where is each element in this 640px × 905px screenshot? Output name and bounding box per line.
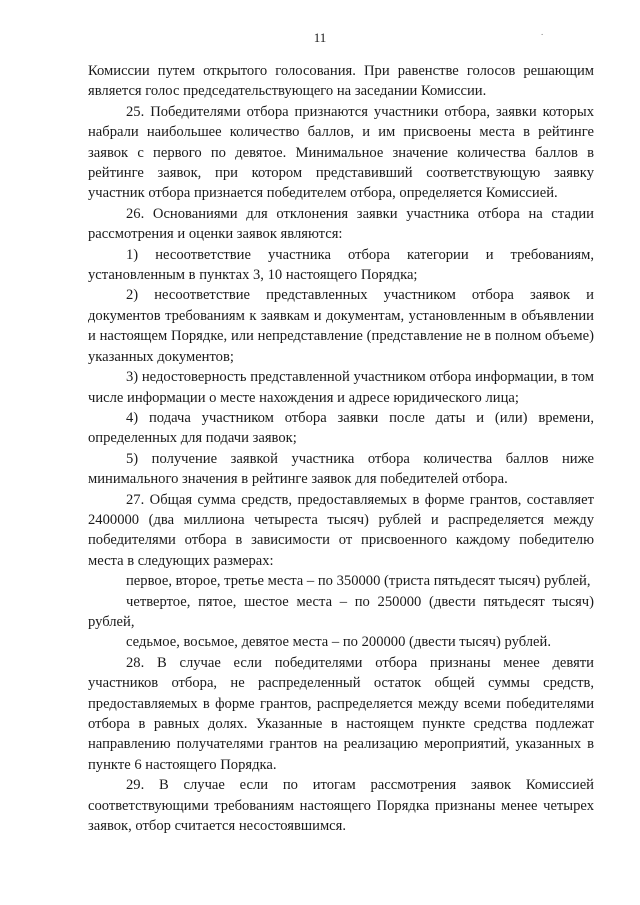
paragraph-continuation: Комиссии путем открытого голосования. При равенстве голосов решающим является голос председательствующего на заседании Комиссии. <box>88 63 594 100</box>
list-item-26-2: 2) несоответствие представленных участником отбора заявок и документов требованиям к заявкам и документам, установленным в объявлении и настоящем Порядке, или непредставление (представление не в полном объеме) указанных документов; <box>88 287 594 365</box>
paragraph-item-27: 27. Общая сумма средств, предоставляемых в форме грантов, составляет 2400000 (два миллиона четыреста тысяч) рублей и распределяется между победителями отбора в зависимости от присвоенного каждому победителю места в следующих размерах: <box>88 491 594 569</box>
grant-tier-1-3: первое, второе, третье места – по 350000 (триста пятьдесят тысяч) рублей, <box>126 573 591 590</box>
list-item-26-1: 1) несоответствие участника отбора категории и требованиям, установленным в пунктах 3, 10 настоящего Порядка; <box>88 246 594 284</box>
list-item-26-5: 5) получение заявкой участника отбора количества баллов ниже минимального значения в рейтинге заявок для победителей отбора. <box>88 450 594 488</box>
paragraph-item-25: 25. Победителями отбора признаются участники отбора, заявки которых набрали наибольшее количество баллов, и им присвоены места в рейтинге заявок с первого по девятое. Минимальное значение количества баллов в рейтинге заявок, при котором представивший соответствующую заявку участник отбора признается победителем отбора, определяется Комиссией. <box>88 103 594 202</box>
corner-mark: . <box>541 27 544 37</box>
page-number: 11 <box>313 30 327 45</box>
grant-tier-7-9: седьмое, восьмое, девятое места – по 200000 (двести тысяч) рублей. <box>126 634 551 651</box>
list-item-26-4: 4) подача участником отбора заявки после даты и (или) времени, определенных для подачи заявок; <box>88 409 594 447</box>
paragraph-item-26: 26. Основаниями для отклонения заявки участника отбора на стадии рассмотрения и оценки заявок являются: <box>88 205 594 243</box>
document-body <box>88 61 594 836</box>
paragraph-item-29: 29. В случае если по итогам рассмотрения заявок Комиссией соответствующими требованиям настоящего Порядка признаны менее четырех заявок, отбор считается несостоявшимся. <box>88 777 594 835</box>
grant-tier-4-6: четвертое, пятое, шестое места – по 250000 (двести пятьдесят тысяч) рублей, <box>88 593 594 630</box>
paragraph-item-28: 28. В случае если победителями отбора признаны менее девяти участников отбора, не распределенный остаток общей суммы средств, предоставляемых в форме грантов, распределяется между всеми победителями отбора в равных долях. Указанные в настоящем пункте средства подлежат направлению получателями грантов на реализацию мероприятий, указанных в пункте 6 настоящего Порядка. <box>88 654 594 773</box>
list-item-26-3: 3) недостоверность представленной участником отбора информации, в том числе информации о месте нахождения и адресе юридического лица; <box>88 369 594 406</box>
